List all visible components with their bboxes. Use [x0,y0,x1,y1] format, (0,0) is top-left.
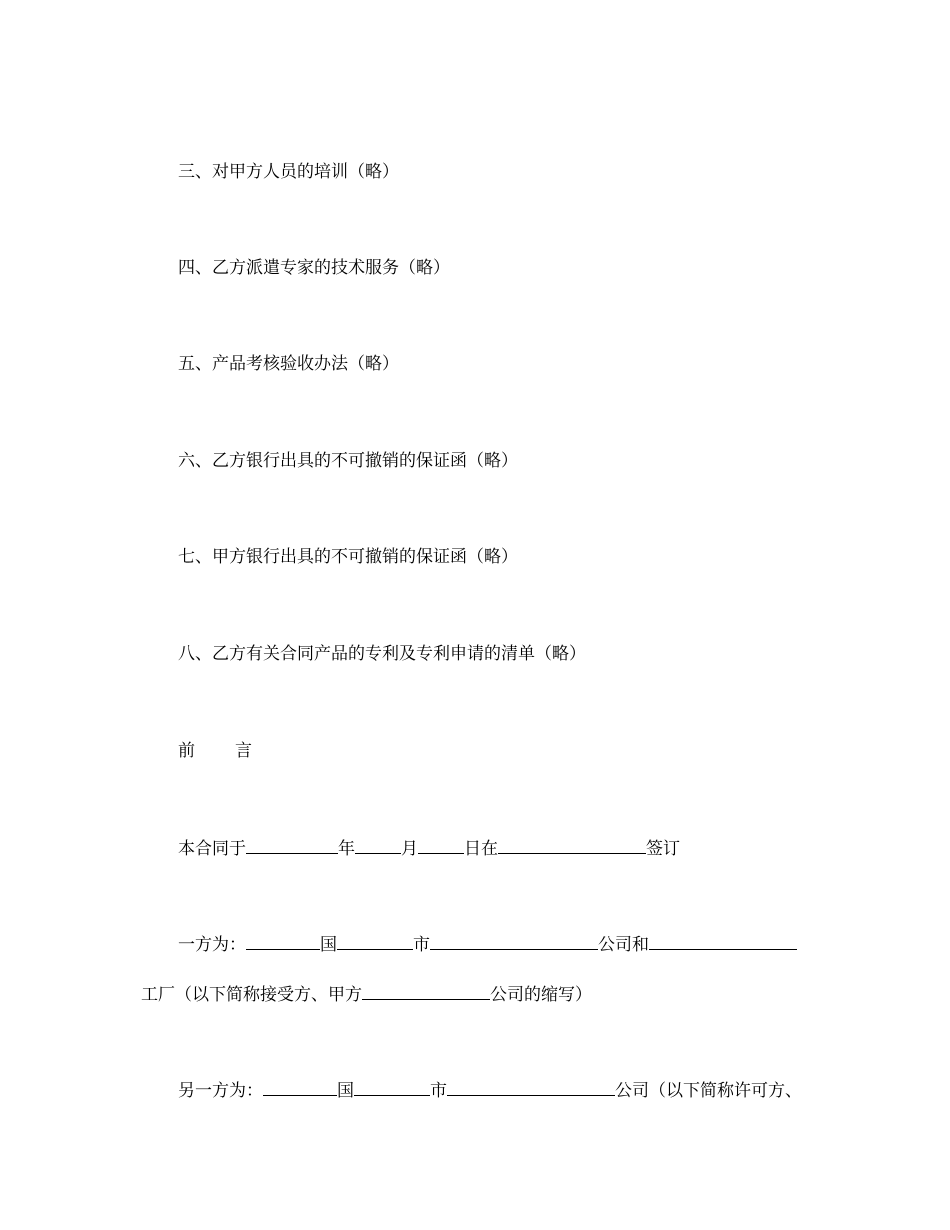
party-b-city-blank [354,1079,430,1096]
signing-prefix: 本合同于 [178,839,246,859]
signing-day-at: 日在 [464,839,498,859]
party-a-city: 市 [413,935,430,955]
party-b-country: 国 [337,1081,354,1101]
preface-heading-right: 言 [235,741,252,761]
party-a-line-2 [141,983,592,1006]
party-a-abbrev-blank [362,983,490,1000]
day-blank [418,837,464,854]
party-a-country: 国 [320,935,337,955]
appendix-item-4: 四、乙方派遣专家的技术服务（略） [178,258,450,278]
party-a-line-1 [178,933,797,956]
party-b-country-blank [263,1079,337,1096]
appendix-item-5: 五、产品考核验收办法（略） [178,354,399,374]
party-b-label: 另一方为： [178,1081,263,1101]
signing-suffix: 签订 [646,839,680,859]
party-b-company-blank [447,1079,615,1096]
party-a-line2-start: 工厂（以下简称接受方、甲方 [141,985,362,1005]
signing-year: 年 [338,839,355,859]
appendix-item-3: 三、对甲方人员的培训（略） [178,162,399,182]
party-a-factory-blank [649,933,797,950]
appendix-item-8: 八、乙方有关合同产品的专利及专利申请的清单（略） [178,644,586,664]
party-a-company-and: 公司和 [598,935,649,955]
party-a-city-blank [337,933,413,950]
place-blank [498,837,646,854]
party-a-line2-end: 公司的缩写） [490,985,592,1005]
month-blank [355,837,401,854]
signing-month: 月 [401,839,418,859]
preface-heading-left: 前 [178,741,195,761]
party-b-company: 公司（以下简称许可方、 [615,1081,802,1101]
appendix-item-7: 七、甲方银行出具的不可撤销的保证函（略） [178,547,518,567]
party-b-line [178,1079,802,1102]
appendix-item-6: 六、乙方银行出具的不可撤销的保证函（略） [178,451,518,471]
preface-heading [178,740,252,762]
party-b-city: 市 [430,1081,447,1101]
signing-line [178,837,680,860]
party-a-company-blank [430,933,598,950]
party-a-label: 一方为： [178,935,246,955]
year-blank [246,837,338,854]
party-a-country-blank [246,933,320,950]
